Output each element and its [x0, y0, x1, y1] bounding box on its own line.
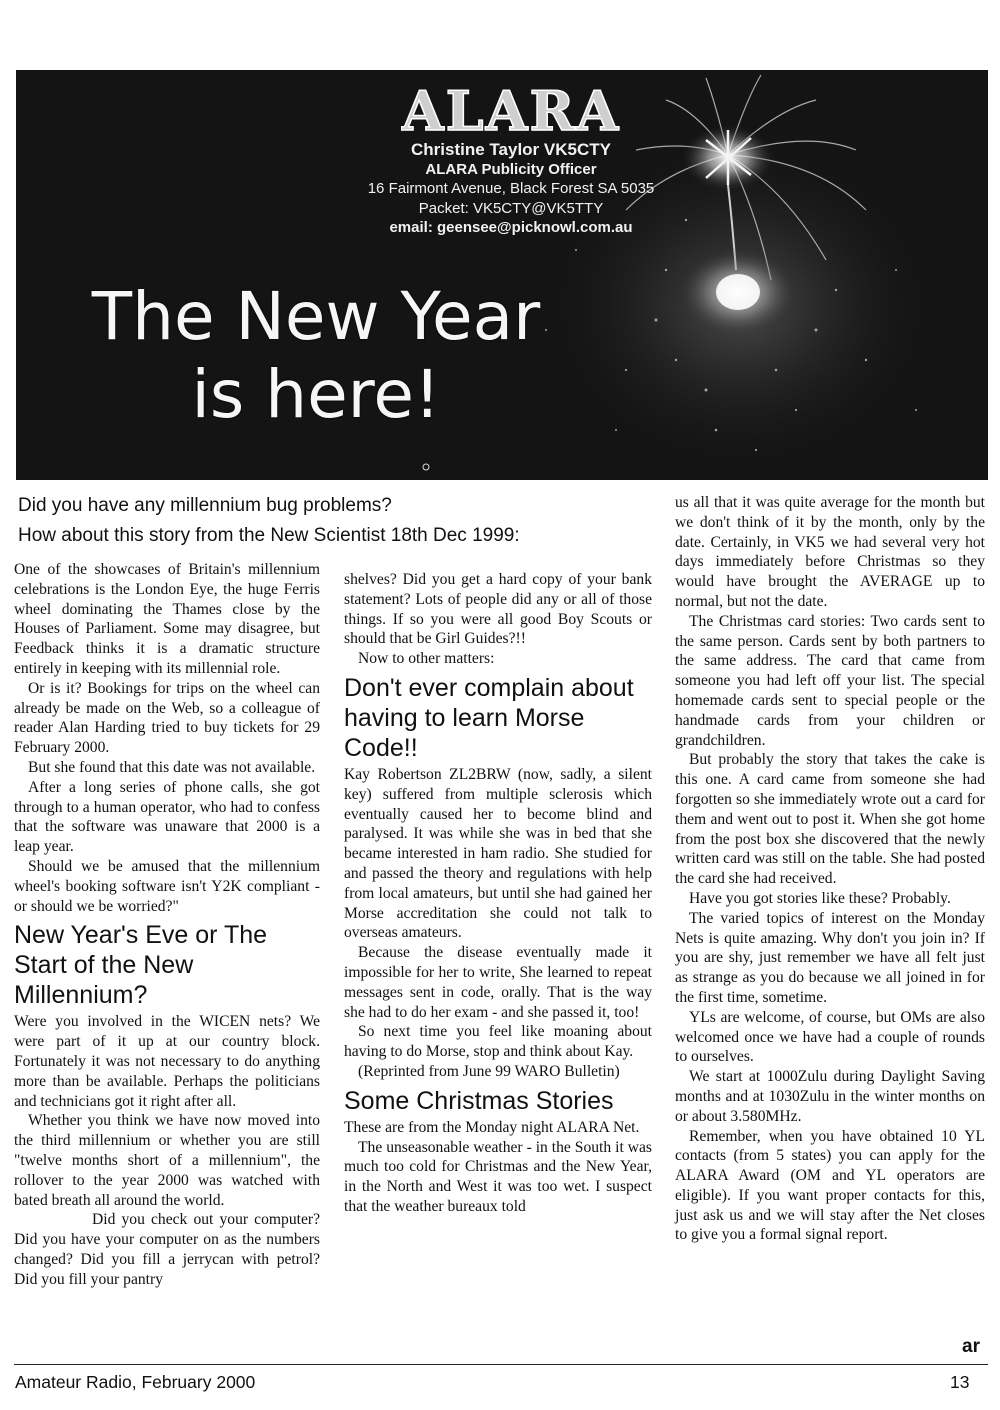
- intro-line-1: Did you have any millennium bug problems?: [18, 495, 392, 516]
- paragraph: After a long series of phone calls, she got through to a human operator, who had to confess that the software was unaware that 2000 is a leap year.: [14, 778, 320, 856]
- paragraph: Because the disease eventually made it impossible for her to write, She learned to repeat messages sent in code, orally. That is the way she had to do her exam - and she passed it, too!: [344, 944, 652, 1021]
- paragraph: Were you involved in the WICEN nets? We were part of it up at our country block. Fortunately it was not necessary to do anything more than be available. Perhaps the politicians and technicians got it right after all.: [14, 1013, 320, 1110]
- headline: [36, 278, 596, 434]
- column-1: [14, 560, 320, 1290]
- contact-packet: Packet: VK5CTY@VK5TTY: [418, 199, 604, 217]
- paragraph: The varied topics of interest on the Monday Nets is quite amazing. Why don't you join in? If you are shy, just remember we have all felt just as strange as you do because we all joined in for the first time, sometime.: [675, 909, 985, 1006]
- paragraph: But probably the story that takes the cake is this one. A card came from someone she had forgotten so she immediately wrote out a card for them and went out to post it. When she got home from the post box she discovered that the newly written card was still on the table. She had posted the card she had received.: [675, 751, 985, 888]
- header-banner: [16, 70, 988, 480]
- section-heading: Some Christmas Stories: [344, 1086, 614, 1115]
- paragraph: Whether you think we have now moved into the third millennium or whether you are still "twelve months short of a millennium", the rollover to the year 2000 was watched with bated breath all around the world.: [14, 1112, 320, 1209]
- section-heading: Don't ever complain about having to learn Morse Code!!: [344, 673, 634, 762]
- paragraph: shelves? Did you get a hard copy of your bank statement? Lots of people did any or all of those things. If so you were all good Boy Scouts or should that be Girl Guides?!!: [344, 571, 652, 648]
- paragraph: These are from the Monday night ALARA Net.: [344, 1118, 640, 1136]
- paragraph: (Reprinted from June 99 WARO Bulletin): [358, 1062, 620, 1080]
- page-number: 13: [950, 1372, 970, 1392]
- paragraph: Have you got stories like these? Probably.: [689, 889, 951, 907]
- contact-name: Christine Taylor VK5CTY: [411, 140, 611, 159]
- paragraph: But she found that this date was not available.: [28, 758, 316, 776]
- footer-publication: Amateur Radio, February 2000: [15, 1372, 256, 1392]
- paragraph: Kay Robertson ZL2BRW (now, sadly, a silent key) suffered from multiple sclerosis which eventually caused her to become blind and paralysed. It was while she was in bed that she became interested in ham radio. She studied for and passed the theory and regulations with help from local amateurs, but until she had gained her Morse accreditation she could not talk to overseas amateurs.: [344, 765, 652, 942]
- paragraph: The unseasonable weather - in the South it was much too cold for Christmas and the New Year, in the North and West it was too wet. I suspect that the weather bureaux told: [344, 1138, 652, 1215]
- intro-line-2: How about this story from the New Scientist 18th Dec 1999:: [18, 525, 520, 546]
- headline-line-2: is here!: [191, 356, 441, 433]
- article-end-mark: ar: [962, 1336, 980, 1357]
- contact-address: 16 Fairmont Avenue, Black Forest SA 5035: [367, 180, 655, 197]
- alara-logo: [401, 76, 621, 144]
- paragraph: Did you check out your computer? Did you have your computer on as the numbers changed? Did you fill a jerrycan with petrol? Did you fill your pantry: [14, 1211, 320, 1288]
- svg-text:ALARA: ALARA: [401, 79, 621, 143]
- footer-rule: [14, 1364, 988, 1365]
- paragraph: Remember, when you have obtained 10 YL contacts (from 5 states) you can apply for the ALARA Award (OM and YL operators are eligible). If you want proper contacts for this, just ask us and we will stay after the Net closes to give you a formal signal report.: [675, 1127, 985, 1244]
- paragraph: Should we be amused that the millennium wheel's booking software isn't Y2K compliant - or should we be worried?": [14, 857, 320, 915]
- paragraph: Now to other matters:: [358, 650, 495, 668]
- paragraph: We start at 1000Zulu during Daylight Saving months and at 1030Zulu in the winter months on or about 3.580MHz.: [675, 1068, 985, 1125]
- contact-email: email: geensee@picknowl.com.au: [389, 219, 633, 236]
- paragraph: us all that it was quite average for the month but we don't think of it by the month, only by the date. Certainly, in VK5 we had several very hot days immediately before Christmas so they would have brought the AVERAGE up to normal, but not the date.: [675, 494, 985, 610]
- paragraph: YLs are welcome, of course, but OMs are also welcomed once we have had a couple of rounds to ourselves.: [675, 1008, 985, 1066]
- column-2: [344, 570, 652, 1217]
- paragraph: One of the showcases of Britain's millennium celebrations is the London Eye, the huge Ferris wheel dominating the Thames close by the Houses of Parliament. Some may disagree, but Feedback thinks it is a dramatic structure entirely in keeping with its millennial role.: [14, 561, 320, 677]
- column-3: [675, 493, 985, 1245]
- paragraph: So next time you feel like moaning about having to do Morse, stop and think about Kay.: [344, 1023, 652, 1061]
- contact-block: [316, 140, 706, 238]
- paragraph: Or is it? Bookings for trips on the wheel can already be made on the Web, so a colleague of reader Alan Harding tried to buy tickets for 29 February 2000.: [14, 679, 320, 757]
- paragraph: The Christmas card stories: Two cards sent to the same person. Cards sent by both partners to the same address. The card that came from someone you had left off your list. The special homemade cards sent to special people or the handmade cards from your children or grandchildren.: [675, 612, 985, 749]
- headline-line-1: The New Year: [91, 278, 541, 355]
- section-heading: New Year's Eve or The Start of the New Millennium?: [14, 921, 268, 1010]
- contact-role: ALARA Publicity Officer: [425, 160, 597, 178]
